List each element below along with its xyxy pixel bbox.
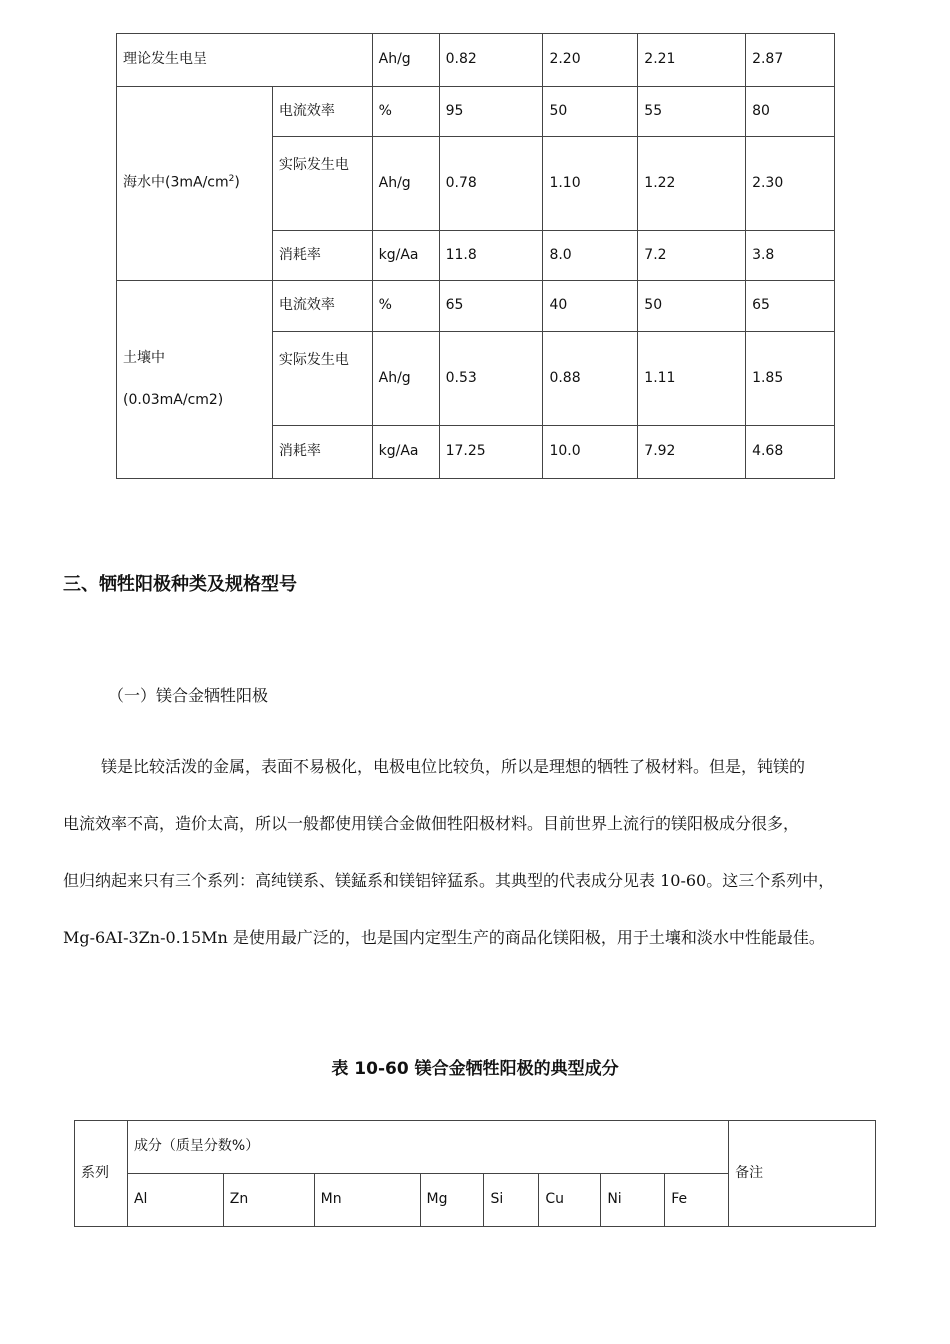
table-row [117,34,835,87]
row-label: 实际发生电 [272,332,372,426]
soil-label-text: 土壤中 [123,349,165,366]
table-cell: 1.10 [543,137,638,231]
section-heading: 三、牺牲阳极种类及规格型号 [63,574,297,595]
seawater-label-text: 海水中(3mA/cm [123,175,229,192]
subsection-heading: （一）镁合金牺牲阳极 [108,686,269,705]
table-cell: 50 [638,281,746,332]
element-header: Cu [539,1174,601,1227]
table-cell: 80 [746,87,835,137]
table-cell: 1.11 [638,332,746,426]
element-header: Mg [420,1174,484,1227]
table-cell: 7.2 [638,231,746,281]
seawater-label [117,87,273,281]
table-cell: 50 [543,87,638,137]
paragraph-line: 镁是比较活泼的金属，表面不易极化，电极电位比较负，所以是理想的牺牲了极材料。但是，钝镁的 [101,757,806,776]
composition-header: 成分（质呈分数%） [127,1121,728,1174]
row-label: 消耗率 [272,426,372,479]
element-header: Mn [314,1174,420,1227]
table-cell: 11.8 [439,231,543,281]
series-header: 系列 [75,1121,128,1227]
row-unit: kg/Aa [372,426,439,479]
table-cell: 65 [439,281,543,332]
table-cell: 0.88 [543,332,638,426]
table-cell: 1.22 [638,137,746,231]
row-label: 电流效率 [272,87,372,137]
table-cell: 10.0 [543,426,638,479]
table-row [117,87,835,137]
soil-label [117,281,273,479]
table-cell: 0.82 [439,34,543,87]
table-cell: 40 [543,281,638,332]
composition-table [74,1120,876,1227]
table-cell: 3.8 [746,231,835,281]
table-caption: 表 10-60 镁合金牺牲阳极的典型成分 [331,1059,619,1079]
row-unit: % [372,87,439,137]
paragraph-line: Mg-6AI-3Zn-0.15Mn 是使用最广泛的，也是国内定型生产的商品化镁阳极，用于土壤和淡水中性能最佳。 [63,928,825,947]
table-cell: 2.87 [746,34,835,87]
anode-performance-table [116,33,835,479]
row-unit: % [372,281,439,332]
table-cell: 65 [746,281,835,332]
table-cell: 0.53 [439,332,543,426]
seawater-label-close: ) [234,175,240,192]
theory-unit: Ah/g [372,34,439,87]
table-cell: 7.92 [638,426,746,479]
element-header: Fe [665,1174,729,1227]
seawater-label-sup: 2 [228,174,235,185]
table-cell: 55 [638,87,746,137]
row-label: 电流效率 [272,281,372,332]
table-cell: 2.30 [746,137,835,231]
row-label: 实际发生电 [272,137,372,231]
row-unit: kg/Aa [372,231,439,281]
element-header: Zn [223,1174,314,1227]
theory-label: 理论发生电呈 [117,34,373,87]
soil-label-note: (0.03mA/cm2) [123,392,224,408]
table-row [117,281,835,332]
row-unit: Ah/g [372,137,439,231]
row-unit: Ah/g [372,332,439,426]
table-cell: 0.78 [439,137,543,231]
row-label: 消耗率 [272,231,372,281]
element-header: Al [127,1174,223,1227]
table-cell: 1.85 [746,332,835,426]
table-cell: 8.0 [543,231,638,281]
paragraph-line: 电流效率不高，造价太高，所以一般都使用镁合金做佃牲阳极材料。目前世界上流行的镁阳极成分很多， [63,814,800,833]
paragraph-line: 但归纳起来只有三个系列：高纯镁系、镁錳系和镁铝锌猛系。其典型的代表成分见表 10-60。这三个系列中， [63,871,835,890]
element-header: Si [484,1174,539,1227]
table-cell: 17.25 [439,426,543,479]
table-cell: 95 [439,87,543,137]
table-row [75,1121,876,1174]
remarks-header: 备注 [729,1121,876,1227]
table-cell: 4.68 [746,426,835,479]
element-header: Ni [601,1174,665,1227]
table-cell: 2.21 [638,34,746,87]
table-cell: 2.20 [543,34,638,87]
body-paragraph [63,738,928,966]
